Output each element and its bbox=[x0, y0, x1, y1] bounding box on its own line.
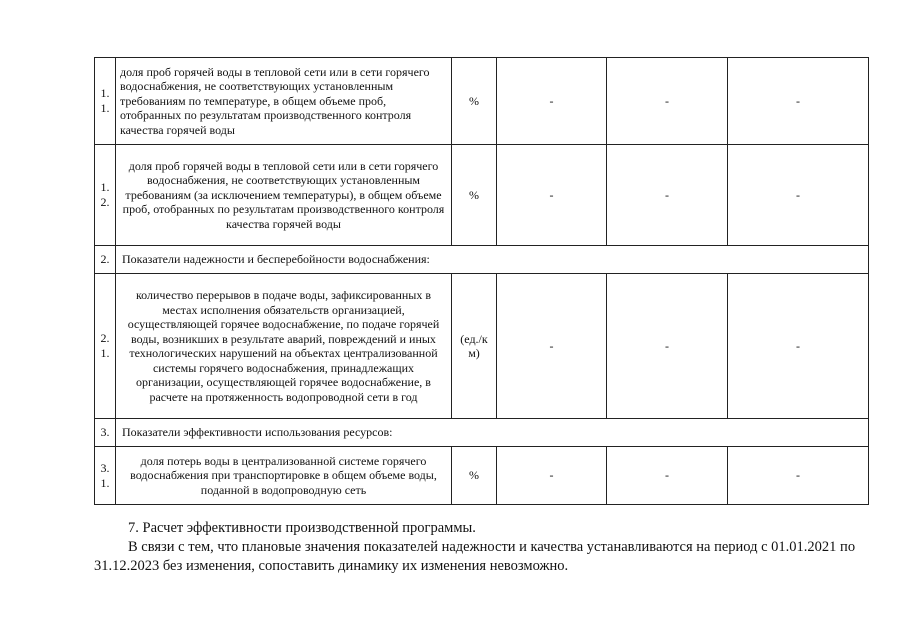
value-cell: - bbox=[497, 274, 607, 419]
section-7-heading: 7. Расчет эффективности производственной программы. bbox=[128, 520, 476, 536]
value-cell: - bbox=[607, 145, 728, 246]
value-cell: - bbox=[497, 447, 607, 505]
indicator-unit: % bbox=[452, 447, 497, 505]
value-cell: - bbox=[497, 58, 607, 145]
table-section-row bbox=[95, 246, 869, 274]
table-row bbox=[95, 274, 869, 419]
value-cell: - bbox=[607, 447, 728, 505]
indicator-unit: (ед./к м) bbox=[452, 274, 497, 419]
row-number: 1. 2. bbox=[95, 145, 116, 246]
table-row bbox=[95, 145, 869, 246]
value-cell: - bbox=[728, 58, 869, 145]
row-number: 1. 1. bbox=[95, 58, 116, 145]
value-cell: - bbox=[497, 145, 607, 246]
section-heading: Показатели эффективности использования ресурсов: bbox=[116, 419, 869, 447]
indicator-description: доля проб горячей воды в тепловой сети или в сети горячего водоснабжения, не соответствующих установленным требованиям (за исключением температуры), в общем объеме проб, отобранных по результатам производственного контроля качества горячей воды bbox=[116, 145, 452, 246]
row-number: 2. 1. bbox=[95, 274, 116, 419]
row-number: 3. 1. bbox=[95, 447, 116, 505]
indicator-description: количество перерывов в подаче воды, зафиксированных в местах исполнения обязательств организацией, осуществляющей горячее водоснабжение, по подаче горячей воды, возникших в результате аварий, повреждений и иных технологических нарушений на объектах централизованной системы горячего водоснабжения, принадлежащих организации, осуществляющей горячее водоснабжение, в расчете на протяженность водопроводной сети в год bbox=[116, 274, 452, 419]
section-number: 2. bbox=[95, 246, 116, 274]
table-row bbox=[95, 447, 869, 505]
table-section-row bbox=[95, 419, 869, 447]
indicator-unit: % bbox=[452, 145, 497, 246]
value-cell: - bbox=[728, 145, 869, 246]
value-cell: - bbox=[607, 274, 728, 419]
indicator-unit: % bbox=[452, 58, 497, 145]
value-cell: - bbox=[728, 447, 869, 505]
section-number: 3. bbox=[95, 419, 116, 447]
indicators-table bbox=[94, 57, 869, 505]
value-cell: - bbox=[728, 274, 869, 419]
section-heading: Показатели надежности и бесперебойности водоснабжения: bbox=[116, 246, 869, 274]
indicator-description: доля проб горячей воды в тепловой сети или в сети горячего водоснабжения, не соответствующих установленным требованиям по температуре, в общем объеме проб, отобранных по результатам производственного контроля качества горячей воды bbox=[116, 58, 452, 145]
table-row bbox=[95, 58, 869, 145]
indicator-description: доля потерь воды в централизованной системе горячего водоснабжения при транспортировке в общем объеме воды, поданной в водопроводную сеть bbox=[116, 447, 452, 505]
body-paragraph: В связи с тем, что плановые значения показателей надежности и качества устанавливаются на период с 01.01.2021 по 31.12.2023 без изменения, сопоставить динамику их изменения невозможно. bbox=[94, 539, 856, 574]
value-cell: - bbox=[607, 58, 728, 145]
